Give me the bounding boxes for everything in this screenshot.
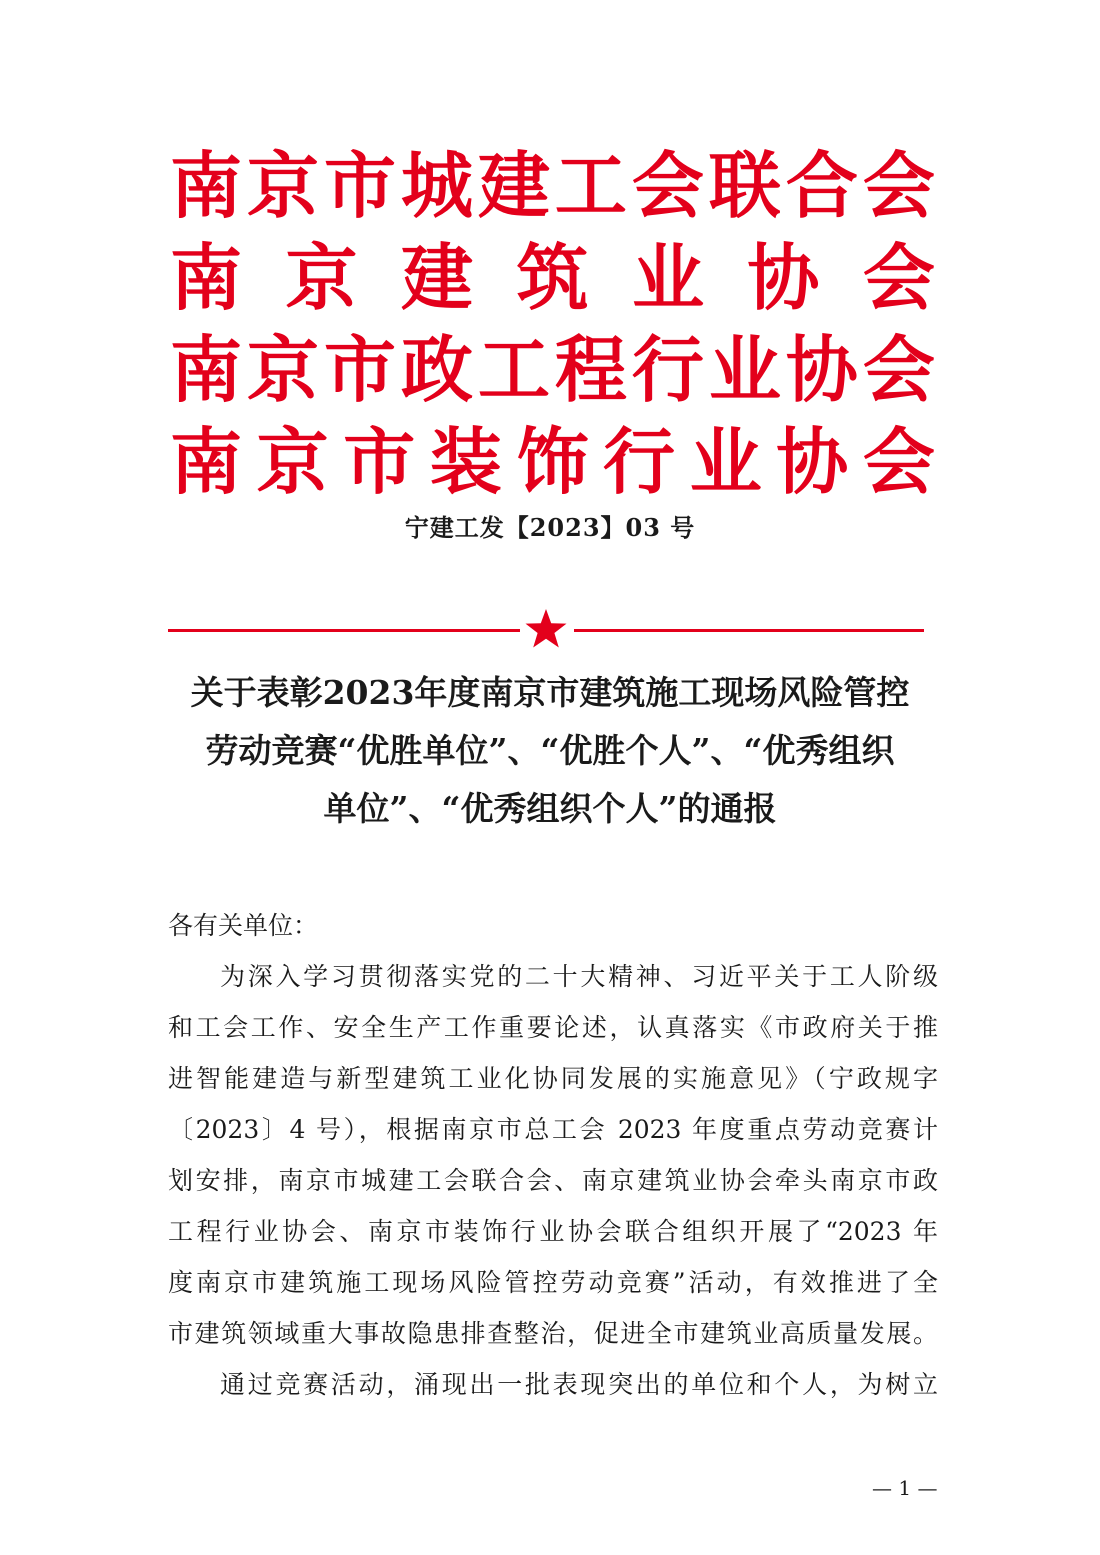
paragraph-line: 通过竞赛活动，涌现出一批表现突出的单位和个人，为树立 [220, 1370, 938, 1399]
notice-body [168, 900, 938, 1410]
title-line: 劳动竞赛“优胜单位”、“优胜个人”、“优秀组织 [205, 731, 895, 770]
star-icon [524, 608, 568, 648]
paragraph-line: 〔2023〕4 号），根据南京市总工会 2023 年度重点劳动竞赛计 [168, 1115, 938, 1144]
title-line: 单位”、“优秀组织个人”的通报 [323, 789, 777, 828]
paragraph-line: 和工会工作、安全生产工作重要论述，认真落实《市政府关于推 [168, 1013, 938, 1042]
title-line: 关于表彰2023年度南京市建筑施工现场风险管控 [190, 673, 910, 712]
document-number: 宁建工发【2023】03 号 [404, 513, 696, 542]
red-divider [168, 608, 924, 648]
issuer-line-2: 南 京 建 筑 业 协 会 [170, 235, 935, 320]
notice-title [150, 664, 950, 838]
issuer-line-1: 南 京 市 城 建 工 会 联 合 会 [170, 143, 935, 228]
paragraph-line: 进智能建造与新型建筑工业化协同发展的实施意见》（宁政规字 [168, 1064, 938, 1093]
divider-line-left [168, 629, 520, 632]
paragraph-line: 市建筑领域重大事故隐患排查整治，促进全市建筑业高质量发展。 [168, 1319, 938, 1348]
salutation: 各有关单位： [168, 911, 319, 940]
page-number: — 1 — [872, 1476, 938, 1500]
paragraph-line: 度南京市建筑施工现场风险管控劳动竞赛”活动，有效推进了全 [168, 1268, 938, 1297]
paragraph-line: 划安排，南京市城建工会联合会、南京建筑业协会牵头南京市政 [168, 1166, 938, 1195]
issuer-header [170, 140, 935, 508]
issuer-line-4: 南 京 市 装 饰 行 业 协 会 [170, 419, 935, 504]
paragraph-line: 工程行业协会、南京市装饰行业协会联合组织开展了“2023 年 [168, 1217, 938, 1246]
issuer-line-3: 南 京 市 政 工 程 行 业 协 会 [170, 327, 935, 412]
divider-line-right [574, 629, 924, 632]
paragraph-line: 为深入学习贯彻落实党的二十大精神、习近平关于工人阶级 [220, 962, 938, 991]
